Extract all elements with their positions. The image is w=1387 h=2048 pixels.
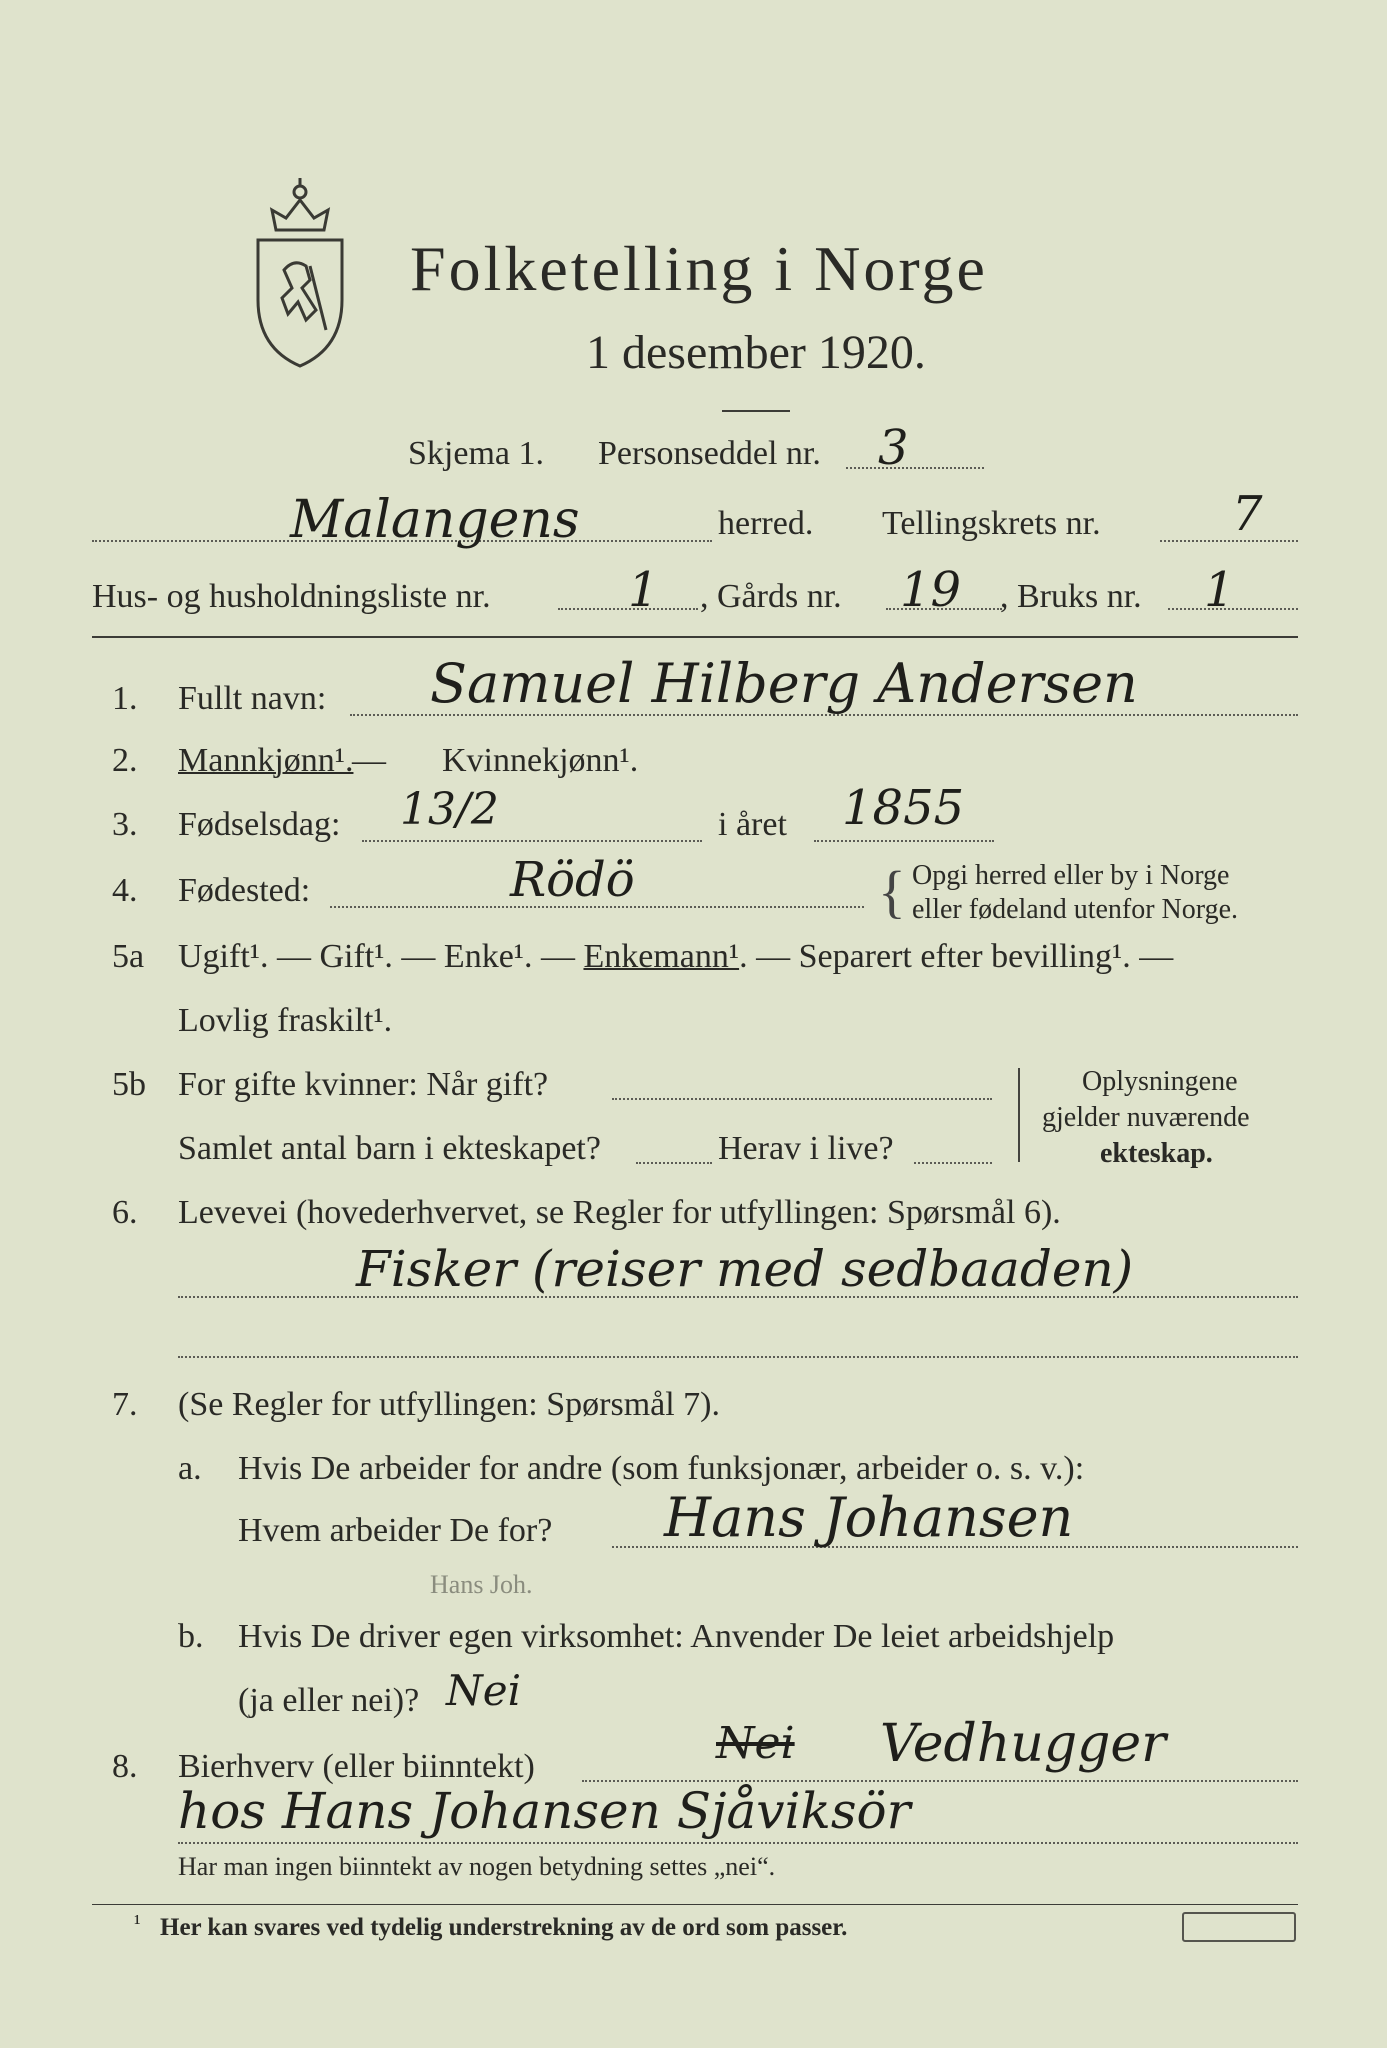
- gender-female-option[interactable]: Kvinnekjønn¹.: [442, 742, 639, 779]
- gender-male-option[interactable]: Mannkjønn¹.: [178, 742, 354, 779]
- q5b-label-children: Samlet antal barn i ekteskapet?: [178, 1130, 601, 1167]
- herred-label: herred.: [718, 505, 814, 542]
- q1-label: Fullt navn:: [178, 680, 327, 717]
- gards-label: , Gårds nr.: [700, 578, 842, 615]
- married-date-field[interactable]: [612, 1098, 992, 1100]
- q6-number: 6.: [112, 1194, 138, 1231]
- birthplace-value: Rödö: [510, 852, 635, 908]
- side-income-struck: Nei: [716, 1718, 795, 1769]
- children-count-field[interactable]: [636, 1162, 712, 1164]
- personseddel-field[interactable]: [846, 467, 984, 469]
- personseddel-value: 3: [878, 420, 909, 476]
- printer-stamp: [1182, 1912, 1296, 1942]
- q4-label: Fødested:: [178, 872, 311, 909]
- marital-status-options: [178, 938, 1173, 976]
- birthplace-brace: {: [878, 859, 906, 924]
- footnote-text: Her kan svares ved tydelig understrekning av de ord som passer.: [160, 1914, 848, 1941]
- q7b-question: (ja eller nei)?: [238, 1682, 420, 1719]
- q5b-label-alive: Herav i live?: [718, 1130, 894, 1167]
- faint-bleedthrough-text: Hans Joh.: [430, 1570, 533, 1599]
- occupation-value: Fisker (reiser med sedbaaden): [356, 1240, 1134, 1298]
- year-label: i året: [718, 806, 787, 843]
- form-title: Folketelling i Norge: [410, 233, 988, 304]
- q3-label: Fødselsdag:: [178, 806, 341, 843]
- hus-label: Hus- og husholdningsliste nr.: [92, 578, 491, 615]
- q3-number: 3.: [112, 806, 138, 843]
- q7b-letter: b.: [178, 1618, 204, 1655]
- marital-after[interactable]: . — Separert efter bevilling¹. —: [739, 938, 1174, 975]
- q8-label: Bierhverv (eller biinntekt): [178, 1748, 535, 1785]
- birth-year-value: 1855: [842, 780, 965, 836]
- marital-selected-enkemann[interactable]: Enkemann¹: [583, 938, 740, 975]
- q5b-note-3: ekteskap.: [1100, 1138, 1213, 1169]
- side-income-line2: hos Hans Johansen Sjåviksör: [178, 1782, 911, 1840]
- birthday-field[interactable]: [362, 840, 702, 842]
- skjema-label: Skjema 1.: [408, 435, 544, 472]
- q5b-number: 5b: [112, 1066, 146, 1103]
- section-divider: [92, 636, 1298, 638]
- q5a-number: 5a: [112, 938, 145, 975]
- occupation-field-2[interactable]: [178, 1356, 1298, 1358]
- q5b-note-2: gjelder nuværende: [1042, 1102, 1250, 1133]
- hired-help-value: Nei: [446, 1666, 522, 1715]
- q2-number: 2.: [112, 742, 138, 779]
- tellingskrets-label: Tellingskrets nr.: [882, 505, 1101, 542]
- no-income-instruction: Har man ingen biinntekt av nogen betydning settes „nei“.: [178, 1852, 776, 1881]
- gards-value: 19: [900, 562, 962, 618]
- q8-number: 8.: [112, 1748, 138, 1785]
- norway-coat-of-arms-icon: [244, 170, 356, 370]
- personseddel-label: Personseddel nr.: [598, 435, 821, 472]
- q7-label: (Se Regler for utfyllingen: Spørsmål 7).: [178, 1386, 721, 1423]
- footnote-rule: [92, 1904, 1298, 1905]
- birthday-value: 13/2: [400, 784, 499, 835]
- side-income-field-2[interactable]: [178, 1842, 1298, 1844]
- children-alive-field[interactable]: [914, 1162, 992, 1164]
- tellingskrets-field[interactable]: [1160, 540, 1298, 542]
- q5b-label-married: For gifte kvinner: Når gift?: [178, 1066, 549, 1103]
- q7-number: 7.: [112, 1386, 138, 1423]
- q7b-text: Hvis De driver egen virksomhet: Anvender De leiet arbeidshjelp: [238, 1618, 1115, 1655]
- census-date: 1 desember 1920.: [586, 326, 926, 379]
- full-name-value: Samuel Hilberg Andersen: [430, 652, 1138, 715]
- marital-before[interactable]: Ugift¹. — Gift¹. — Enke¹. —: [178, 938, 584, 975]
- tellingskrets-value: 7: [1232, 486, 1263, 542]
- q5b-note-1: Oplysningene: [1082, 1066, 1238, 1097]
- bruks-value: 1: [1204, 562, 1235, 618]
- birthplace-note-1: Opgi herred eller by i Norge: [912, 860, 1230, 891]
- q1-number: 1.: [112, 680, 138, 717]
- side-income-value: Vedhugger: [880, 1714, 1167, 1774]
- employer-value: Hans Johansen: [664, 1486, 1074, 1549]
- birthplace-note-2: eller fødeland utenfor Norge.: [912, 894, 1239, 925]
- birth-year-field[interactable]: [814, 840, 994, 842]
- q4-number: 4.: [112, 872, 138, 909]
- hus-value: 1: [628, 562, 659, 618]
- q6-label: Levevei (hovederhvervet, se Regler for utfyllingen: Spørsmål 6).: [178, 1194, 1061, 1231]
- q7a-text: Hvis De arbeider for andre (som funksjonær, arbeider o. s. v.):: [238, 1450, 1085, 1487]
- footnote-mark: ¹: [134, 1910, 141, 1935]
- bruks-label: , Bruks nr.: [1000, 578, 1142, 615]
- q5b-note-bracket: [1018, 1068, 1020, 1162]
- herred-value: Malangens: [290, 490, 580, 550]
- marital-lovlig-fraskilt[interactable]: Lovlig fraskilt¹.: [178, 1002, 393, 1039]
- q7a-letter: a.: [178, 1450, 202, 1487]
- q7a-question: Hvem arbeider De for?: [238, 1512, 553, 1549]
- gender-separator: —: [352, 742, 386, 779]
- title-divider: [722, 410, 790, 412]
